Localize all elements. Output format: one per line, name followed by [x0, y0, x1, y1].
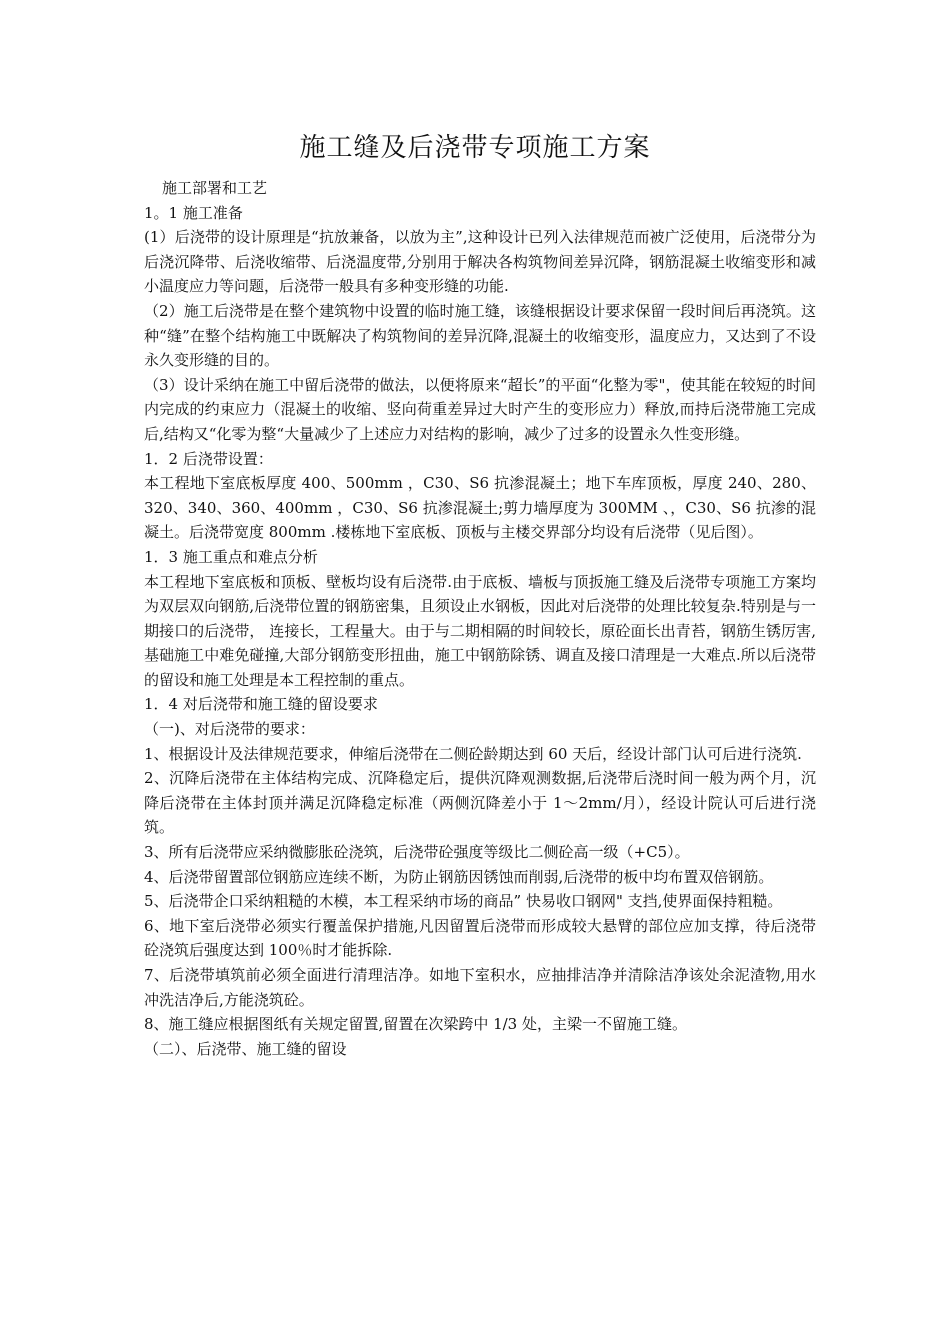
subsection-heading: 1．3 施工重点和难点分析 [144, 547, 318, 566]
subsection-heading: 1．2 后浇带设置： [144, 449, 273, 468]
list-item: 6、地下室后浇带必须实行覆盖保护措施,凡因留置后浇带而形成较大悬臂的部位应加支撑，待后浇带砼浇筑后强度达到 100％时才能拆除. [144, 916, 816, 960]
document-title: 施工缝及后浇带专项施工方案 [299, 133, 651, 163]
list-item: 4、后浇带留置部位钢筋应连续不断，为防止钢筋因锈蚀而削弱,后浇带的板中均布置双倍钢筋。 [144, 867, 774, 886]
list-item: 1、根据设计及法律规范要求，伸缩后浇带在二侧砼龄期达到 60 天后，经设计部门认可后进行浇筑. [144, 744, 802, 763]
list-heading: （二）、后浇带、施工缝的留设 [144, 1039, 347, 1058]
subsection-heading: 1。1 施工准备 [144, 203, 243, 222]
list-heading: （一)、对后浇带的要求： [144, 720, 315, 739]
list-item: 8、施工缝应根据图纸有关规定留置,留置在次梁跨中 1/3 处，主梁一不留施工缝。 [144, 1015, 687, 1034]
list-item: 3、所有后浇带应采纳微膨胀砼浇筑，后浇带砼强度等级比二侧砼高一级（+C5）。 [144, 843, 690, 862]
section-heading: 施工部署和工艺 [162, 179, 268, 197]
list-item: 7、后浇带填筑前必须全面进行清理洁净。如地下室积水，应抽排洁净并清除洁净该处余泥渣物,用水冲洗洁净后,方能浇筑砼。 [144, 966, 816, 1009]
document-body [144, 176, 816, 1061]
paragraph: (1）后浇带的设计原理是“抗放兼备，以放为主”,这种设计已列入法律规范而被广泛使用，后浇带分为后浇沉降带、后浇收缩带、后浇温度带,分别用于解决各构筑物间差异沉降，钢筋混凝土收缩变形和减小温度应力等问题，后浇带一般具有多种变形缝的功能. [144, 228, 816, 296]
paragraph: 本工程地下室底板和顶板、壁板均设有后浇带.由于底板、墙板与顶扳施工缝及后浇带专项施工方案均为双层双向钢筋,后浇带位置的钢筋密集，且须设止水钢板，因此对后浇带的处理比较复杂.特别是与一期接口的后浇带， 连接长，工程量大。由于与二期相隔的时间较长，原砼面长出青苔，钢筋生锈厉害,基础施工中难免碰撞,大部分钢筋变形扭曲，施工中钢筋除锈、调直及接口清理是一大难点.所以后浇带的留设和施工处理是本工程控制的重点。 [144, 572, 816, 689]
list-item: 2、沉降后浇带在主体结构完成、沉降稳定后，提供沉降观测数据,后浇带后浇时间一般为两个月，沉降后浇带在主体封顶并满足沉降稳定标准（两侧沉降差小于 1～2mm/月），经设计院认可后进行浇筑。 [144, 769, 816, 837]
list-item: 5、后浇带企口采纳粗糙的木模，本工程采纳市场的商品” 快易收口钢网" 支挡,使界面保持粗糙。 [144, 892, 783, 911]
paragraph: 本工程地下室底板厚度 400、500mm ，C30、S6 抗渗混凝土；地下车库顶板，厚度 240、280、320、340、360、400mm ，C30、S6 抗渗混凝土;剪力墙厚度为 300MM 、，C30、S6 抗渗的混凝土。后浇带宽度 800mm .楼栋地下室底板、顶板与主楼交界部分均设有后浇带（见后图）。 [144, 474, 816, 542]
subsection-heading: 1．4 对后浇带和施工缝的留设要求 [144, 695, 378, 714]
paragraph: （3）设计采纳在施工中留后浇带的做法，以便将原来“超长”的平面“化整为零"，使其能在较短的时间内完成的约束应力（混凝土的收缩、竖向荷重差异过大时产生的变形应力）释放,而持后浇带施工完成后,结构又“化零为整“大量减少了上述应力对结构的影响，减少了过多的设置永久性变形缝。 [144, 375, 816, 443]
paragraph: （2）施工后浇带是在整个建筑物中设置的临时施工缝，该缝根据设计要求保留一段时间后再浇筑。这种“缝”在整个结构施工中既解决了构筑物间的差异沉降,混凝土的收缩变形，温度应力，又达到了不设永久变形缝的目的。 [144, 301, 816, 370]
